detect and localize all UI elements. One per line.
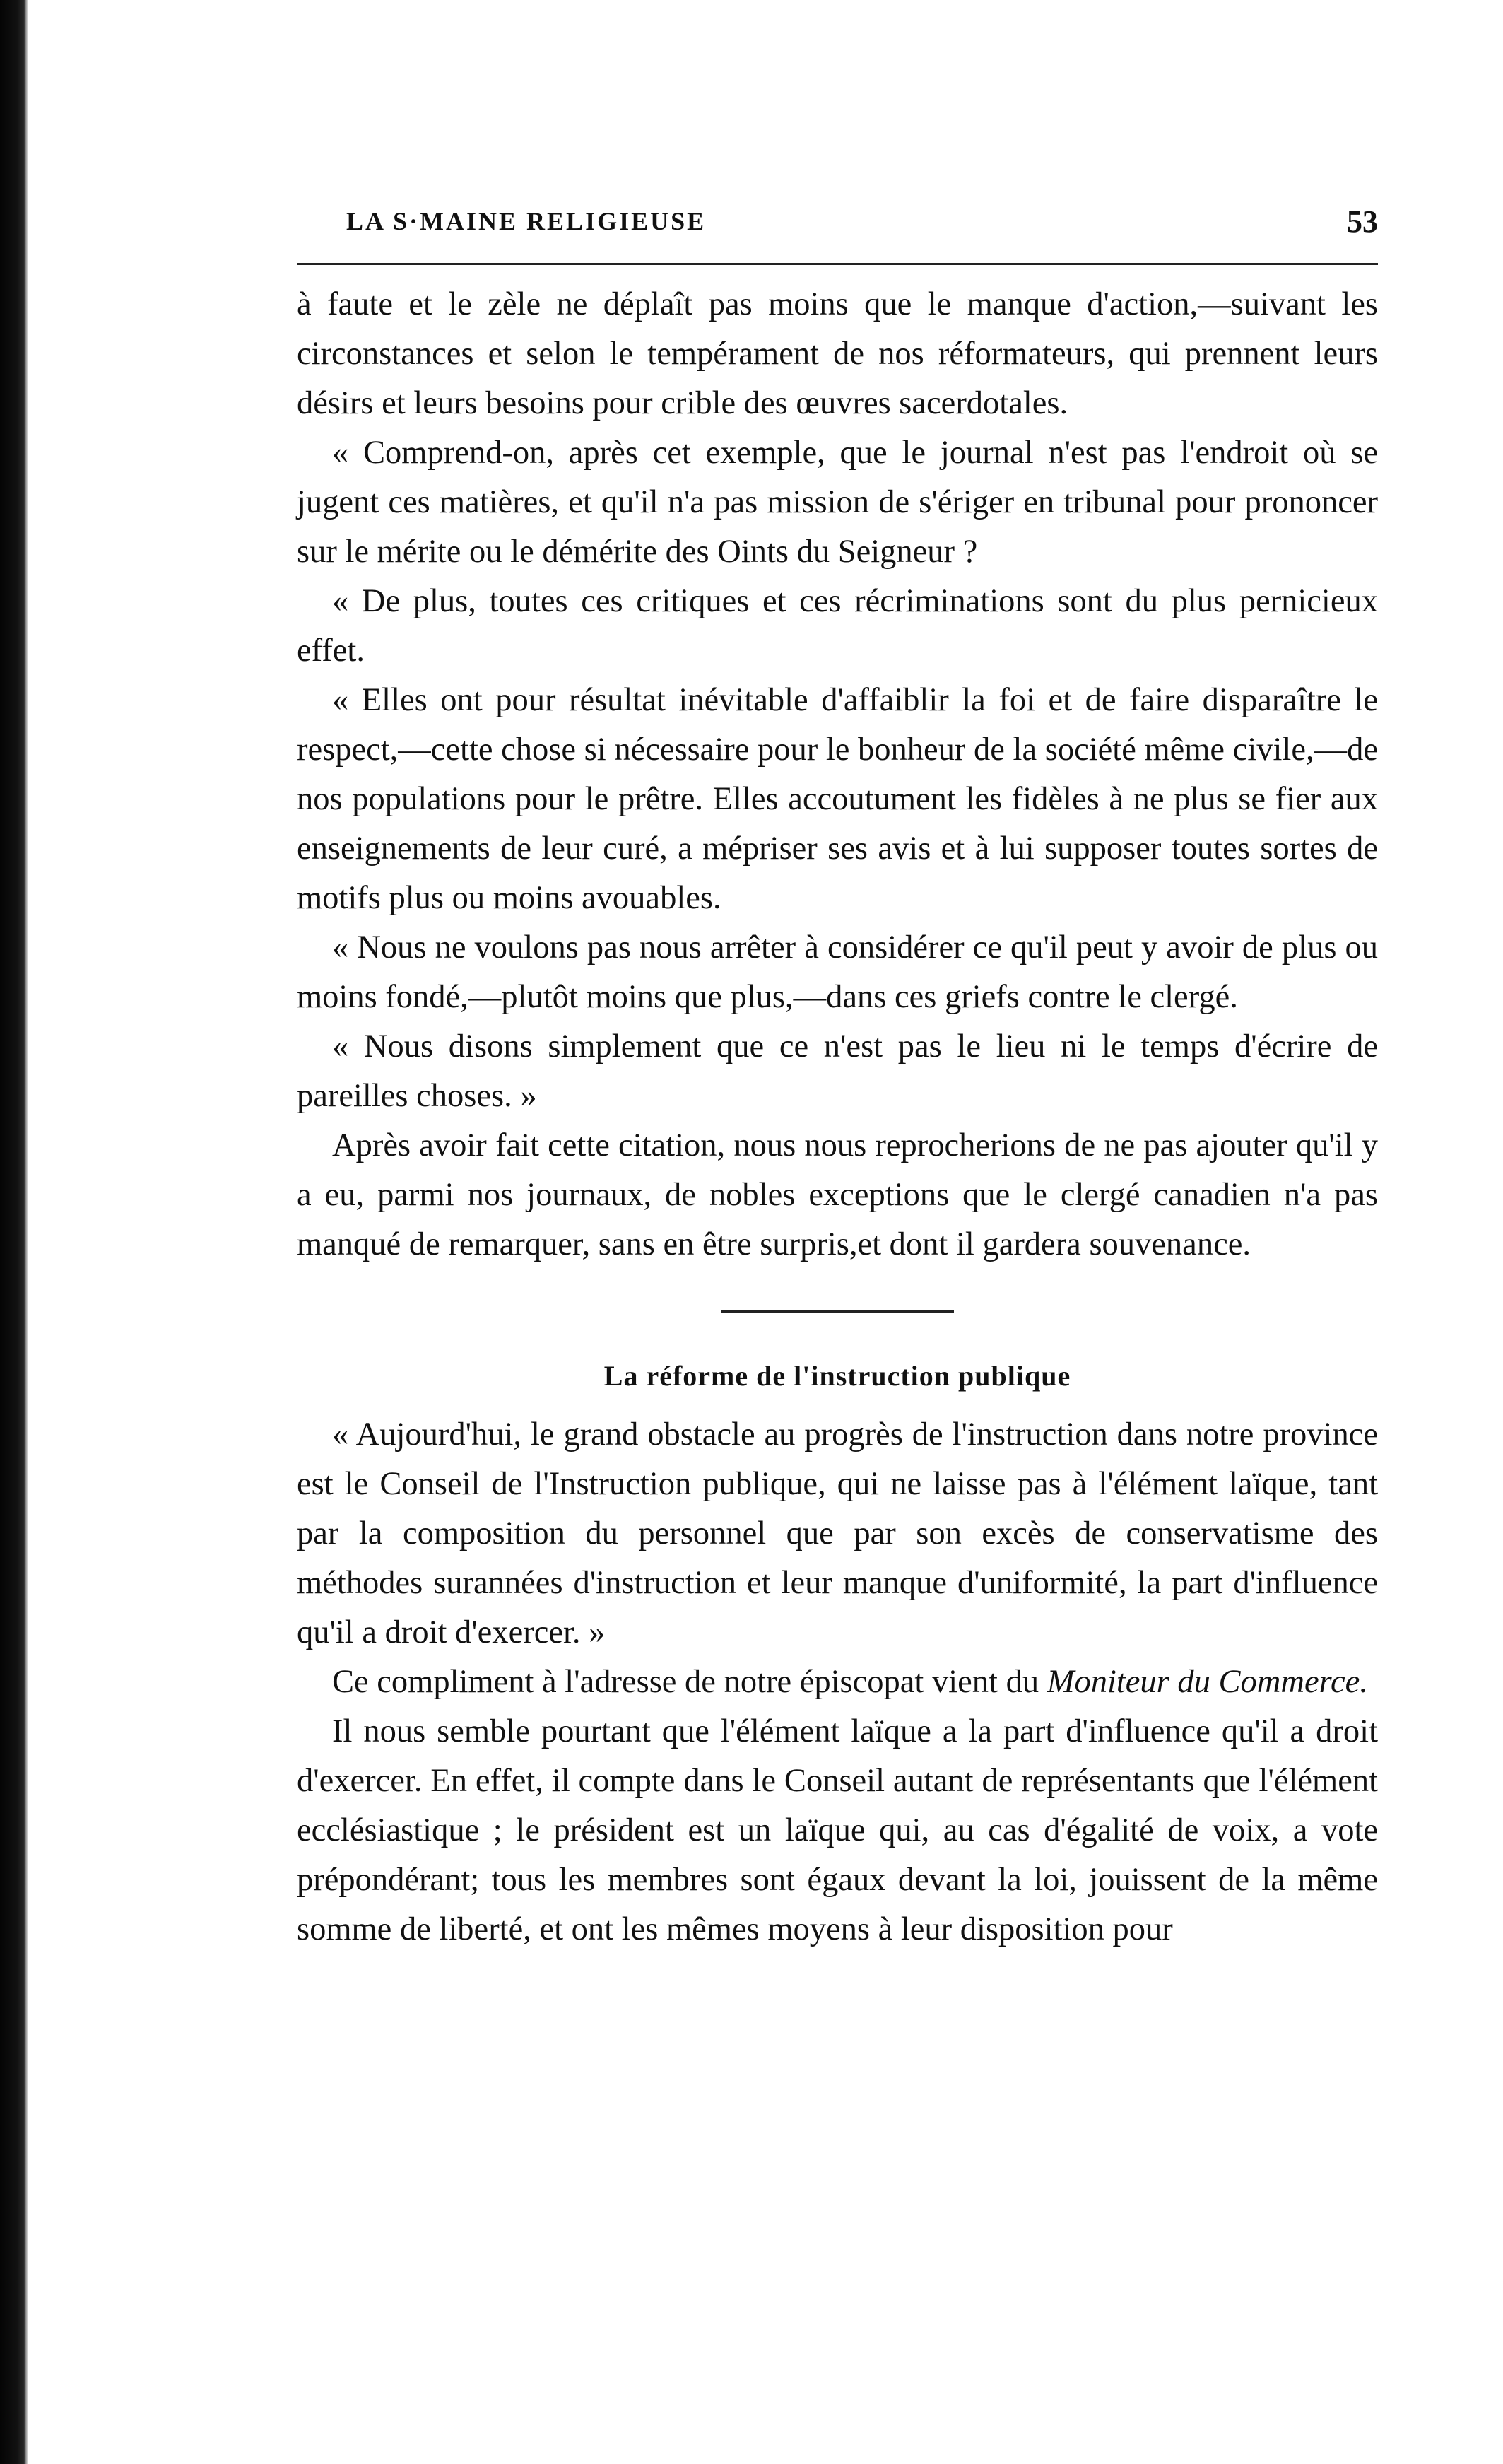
section-title: La réforme de l'instruction publique bbox=[603, 1360, 1071, 1392]
paragraph: « De plus, toutes ces critiques et ces récriminations sont du plus pernicieux effet. bbox=[297, 583, 1378, 669]
book-spine-shadow bbox=[0, 0, 28, 2464]
section-separator bbox=[721, 1310, 954, 1313]
paragraph-quote: « Aujourd'hui, le grand obstacle au progrès de l'instruction dans notre province est le Conseil de l'Instruction publique, qui ne laisse pas à l'élément laïque, tant par la composition du personnel que par son excès de conservatisme des méthodes surannées d'instruction et leur manque d'uniformité, la part d'influence qu'il a droit d'exercer. » bbox=[297, 1416, 1378, 1650]
newspaper-title: Moniteur du Commerce. bbox=[1047, 1664, 1368, 1700]
running-head: LA S·MAINE RELIGIEUSE bbox=[346, 207, 707, 235]
paragraph-continuation: à faute et le zèle ne déplaît pas moins que le manque d'action,—suivant les circonstances et selon le tempérament de nos réformateurs, qui prennent leurs désirs et leurs besoins pour crible des œuvres sacerdotales. bbox=[297, 286, 1378, 421]
page-header bbox=[297, 204, 1378, 246]
text-column bbox=[297, 280, 1378, 1954]
paragraph: Il nous semble pourtant que l'élément laïque a la part d'influence qu'il a droit d'exercer. En effet, il compte dans le Conseil autant de représentants que l'élément ecclésiastique ; le président est un laïque qui, au cas d'égalité de voix, a vote prépondérant; tous les membres sont égaux devant la loi, jouissent de la même somme de liberté, et ont les mêmes moyens à leur disposition pour bbox=[297, 1713, 1378, 1947]
paragraph-compliment bbox=[297, 1658, 1378, 1707]
paragraph: « Elles ont pour résultat inévitable d'affaiblir la foi et de faire disparaître le respect,—cette chose si nécessaire pour le bonheur de la société même civile,—de nos populations pour le prêtre. Elles accoutument les fidèles à ne plus se fier aux enseignements de leur curé, a mépriser ses avis et à lui supposer toutes sortes de motifs plus ou moins avouables. bbox=[297, 682, 1378, 916]
header-rule bbox=[297, 263, 1378, 265]
page-number: 53 bbox=[1347, 204, 1378, 239]
paragraph: « Comprend-on, après cet exemple, que le journal n'est pas l'endroit où se jugent ces matières, et qu'il n'a pas mission de s'ériger en tribunal pour prononcer sur le mérite ou le démérite des Oints du Seigneur ? bbox=[297, 435, 1378, 570]
paragraph: Après avoir fait cette citation, nous nous reprocherions de ne pas ajouter qu'il y a eu, parmi nos journaux, de nobles exceptions que le clergé canadien n'a pas manqué de remarquer, sans en être surpris,et dont il gardera souvenance. bbox=[297, 1127, 1378, 1262]
paragraph: « Nous disons simplement que ce n'est pas le lieu ni le temps d'écrire de pareilles choses. » bbox=[297, 1028, 1378, 1114]
compliment-text: Ce compliment à l'adresse de notre épiscopat vient du bbox=[332, 1664, 1047, 1700]
paragraph: « Nous ne voulons pas nous arrêter à considérer ce qu'il peut y avoir de plus ou moins fondé,—plutôt moins que plus,—dans ces griefs contre le clergé. bbox=[297, 929, 1378, 1015]
